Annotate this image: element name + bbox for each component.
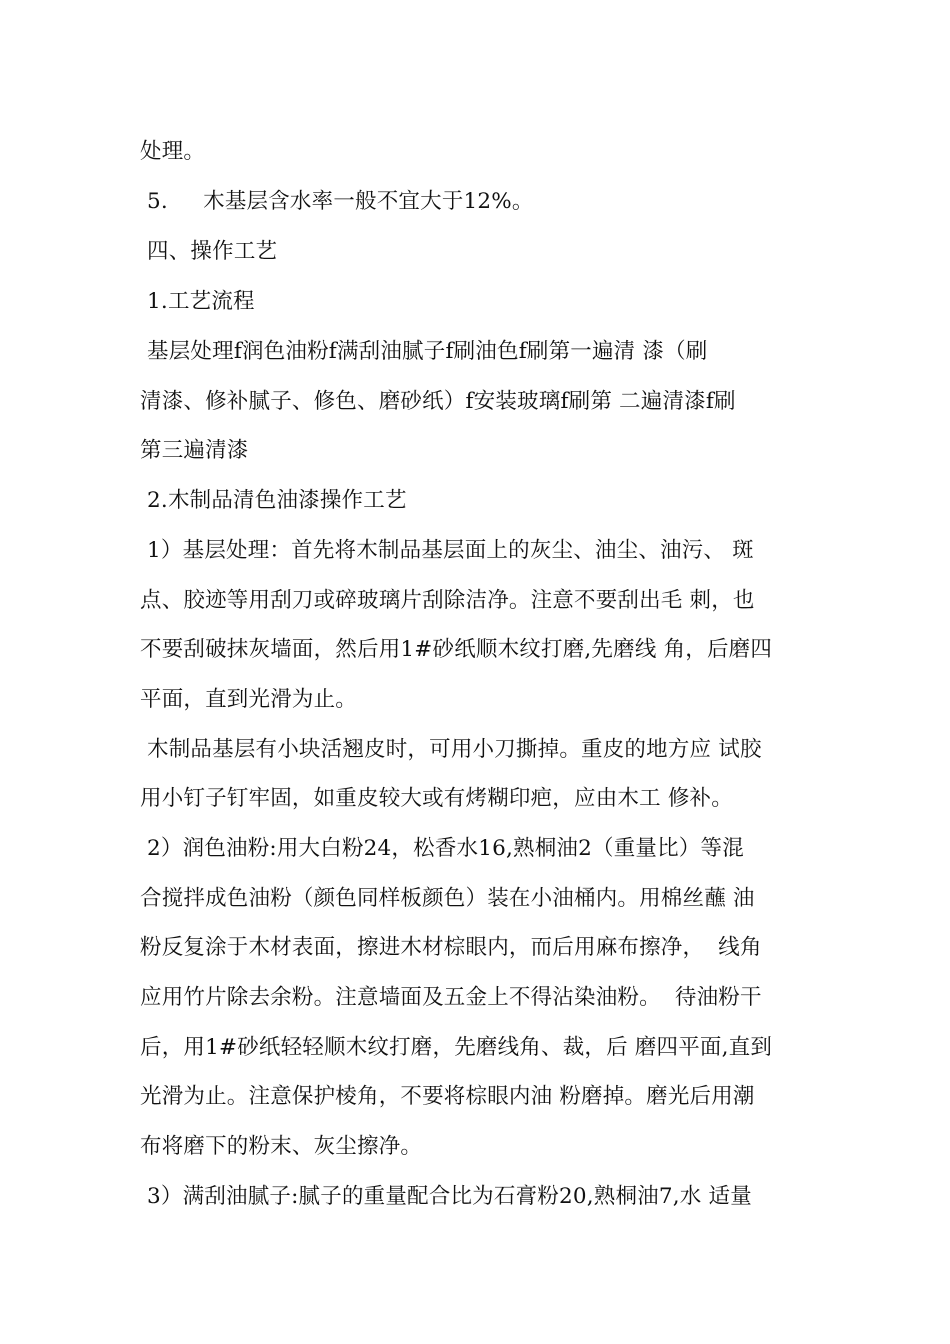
- text-line: 清漆、修补腻子、修色、磨砂纸）f安装玻璃f刷第 二遍清漆f刷: [140, 389, 736, 414]
- text-line: 后，用1#砂纸轻轻顺木纹打磨，先磨线角、裁，后 磨四平面,直到: [140, 1035, 773, 1060]
- text-line: 布将磨下的粉末、灰尘擦净。: [140, 1134, 423, 1159]
- text-line: 合搅拌成色油粉（颜色同样板颜色）装在小油桶内。用棉丝蘸 油: [140, 886, 755, 911]
- text-line: 应用竹片除去余粉。注意墙面及五金上不得沾染油粉。 待油粉干: [140, 985, 762, 1010]
- text-line: 基层处理f润色油粉f满刮油腻子f刷油色f刷第一遍清 漆（刷: [140, 339, 708, 364]
- subsection-heading: 1.工艺流程: [140, 289, 255, 314]
- text-line: 粉反复涂于木材表面，擦进木材棕眼内，而后用麻布擦净， 线角: [140, 935, 762, 960]
- text-line: 点、胶迹等用刮刀或碎玻璃片刮除洁净。注意不要刮出毛 刺，也: [140, 588, 755, 613]
- text-line: 用小钉子钉牢固，如重皮较大或有烤糊印疤，应由木工 修补。: [140, 786, 733, 811]
- text-line: 第三遍清漆: [140, 438, 249, 463]
- text-line: 5. 木基层含水率一般不宜大于12%。: [140, 189, 534, 214]
- text-line: 3）满刮油腻子:腻子的重量配合比为石膏粉20,熟桐油7,水 适量: [140, 1184, 752, 1209]
- text-line: 木制品基层有小块活翘皮时，可用小刀撕掉。重皮的地方应 试胶: [140, 737, 762, 762]
- text-line: 2）润色油粉:用大白粉24，松香水16,熟桐油2（重量比）等混: [140, 836, 744, 861]
- text-line: 光滑为止。注意保护棱角，不要将棕眼内油 粉磨掉。磨光后用潮: [140, 1084, 755, 1109]
- text-line: 平面，直到光滑为止。: [140, 687, 358, 712]
- text-line: 1）基层处理：首先将木制品基层面上的灰尘、油尘、油污、 斑: [140, 538, 754, 563]
- section-heading: 四、操作工艺: [140, 239, 278, 264]
- subsection-heading: 2.木制品清色油漆操作工艺: [140, 488, 407, 513]
- text-line: 不要刮破抹灰墙面，然后用1#砂纸顺木纹打磨,先磨线 角，后磨四: [140, 637, 773, 662]
- text-line: 处理。: [140, 139, 206, 164]
